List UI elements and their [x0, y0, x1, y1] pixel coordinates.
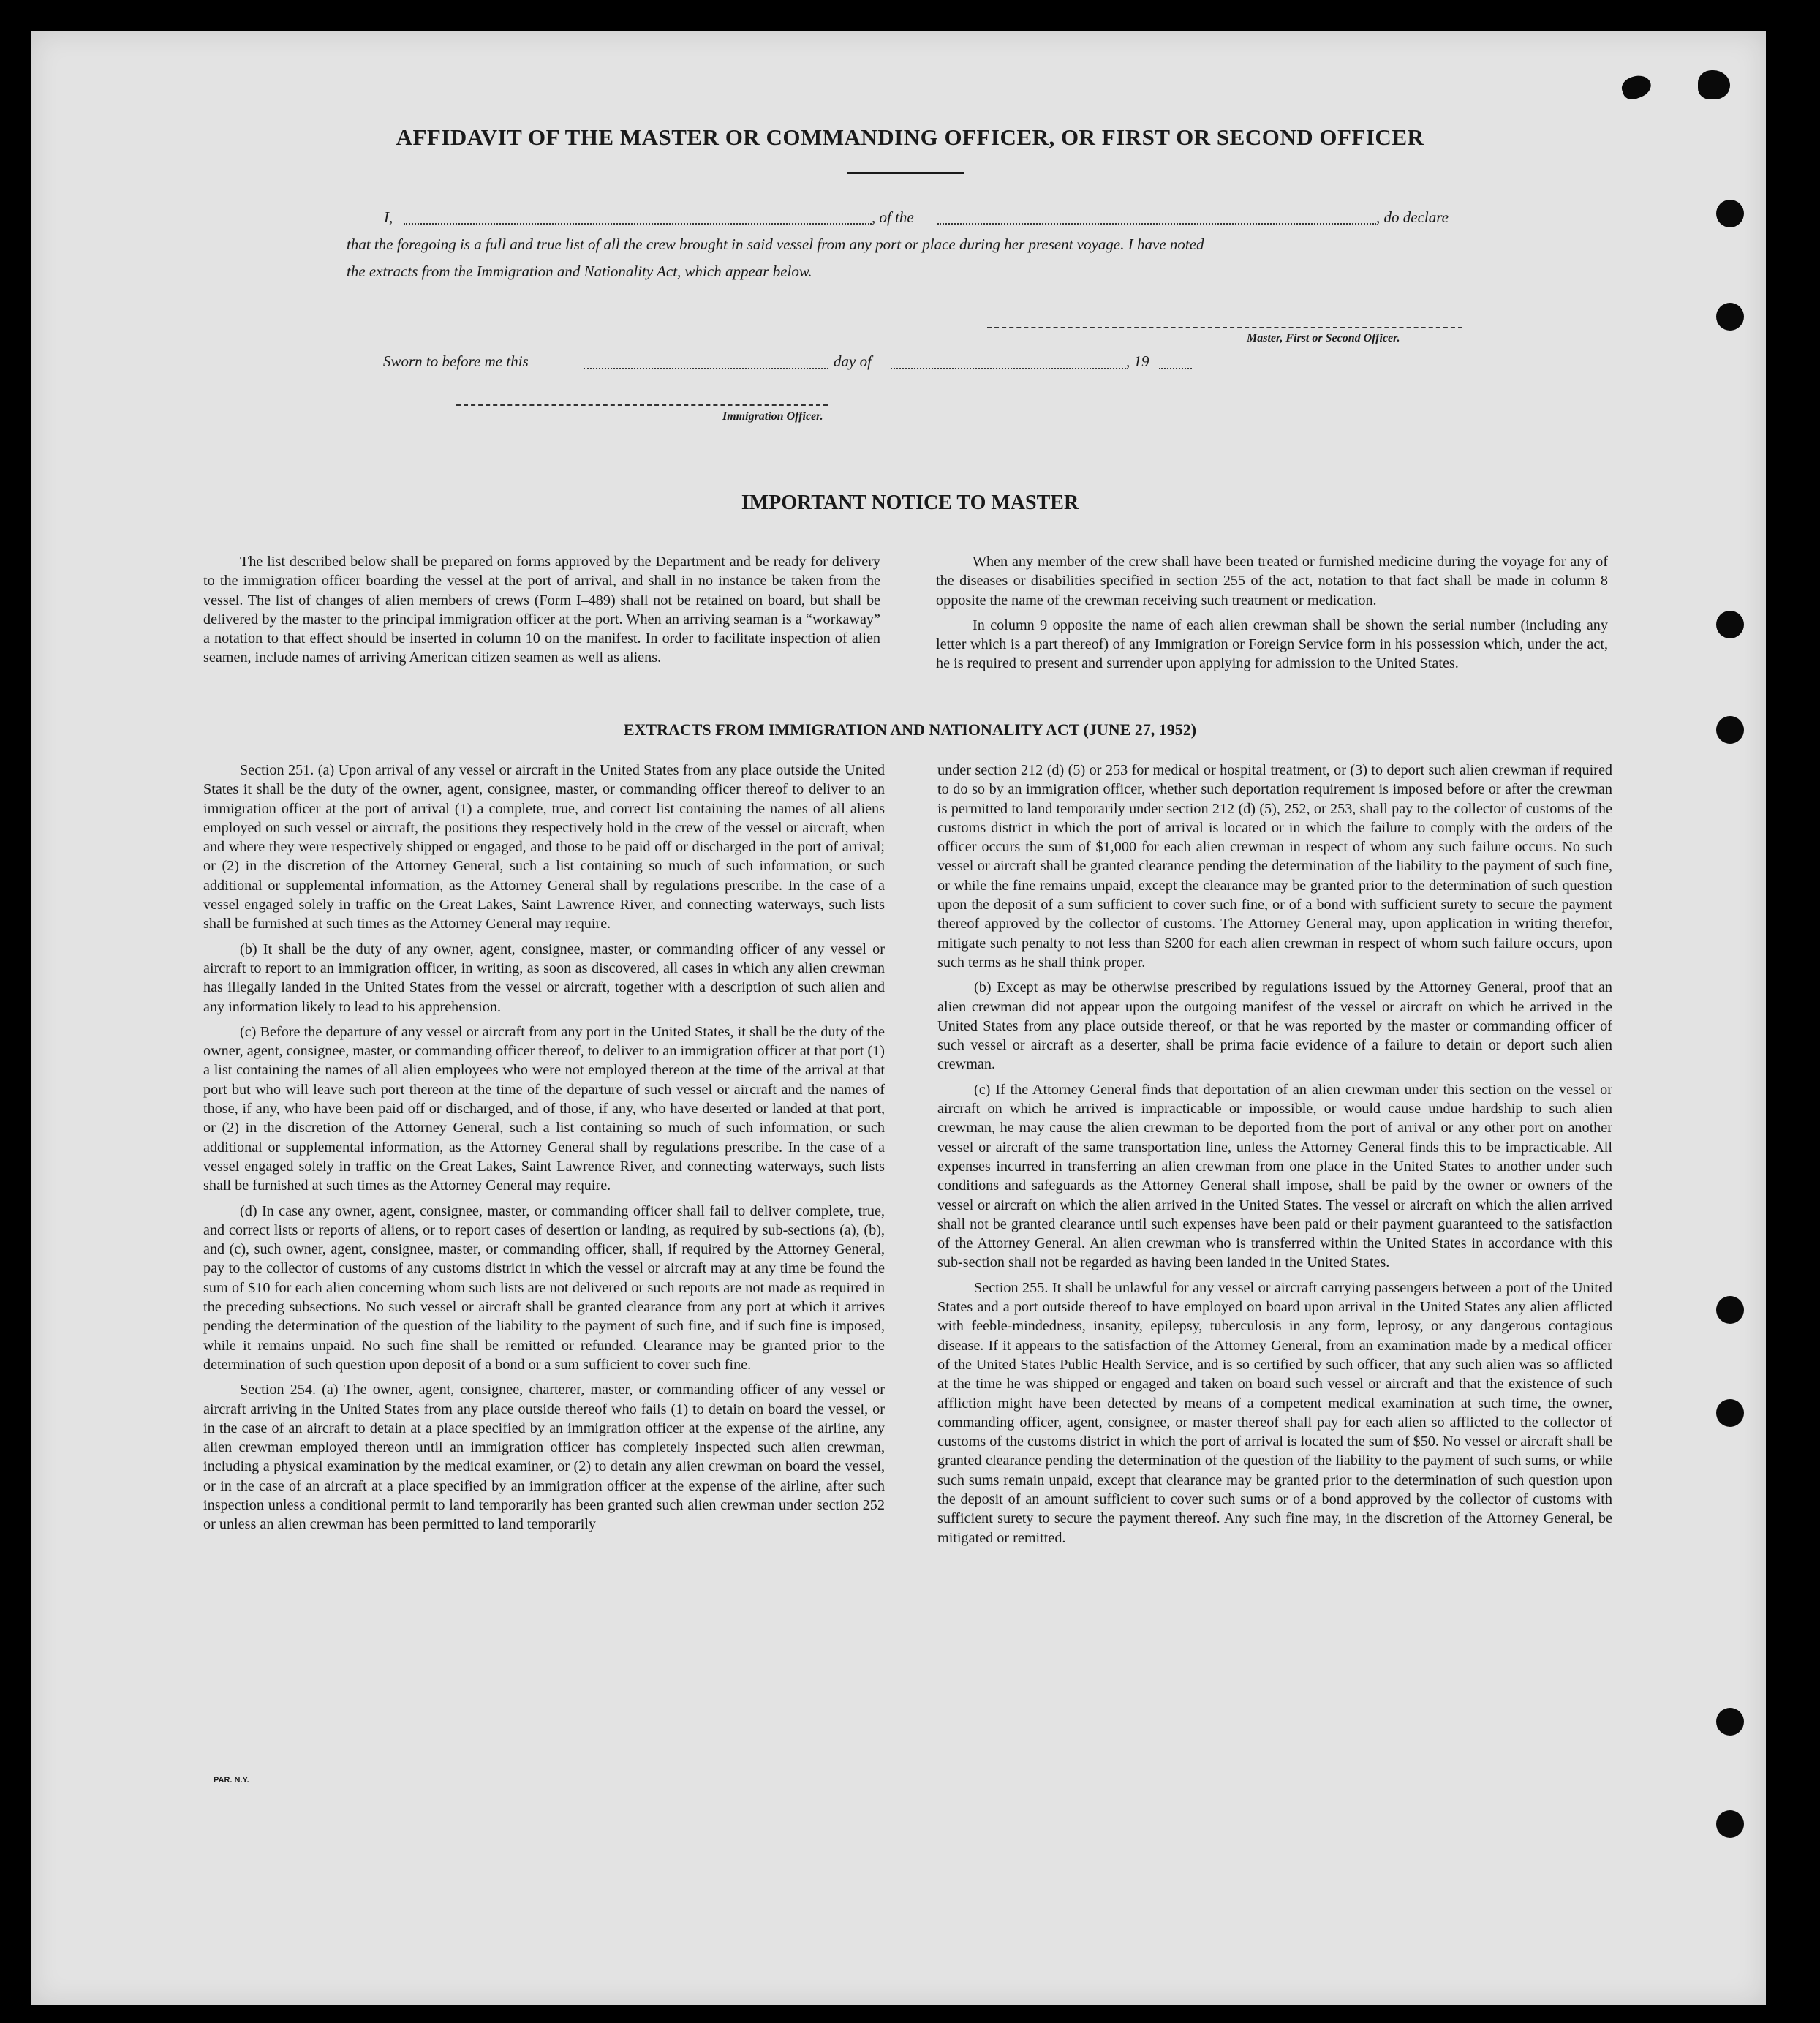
master-signature-line[interactable] — [987, 327, 1462, 328]
printer-mark: PAR. N.Y. — [214, 1776, 249, 1785]
section-251-a: Section 251. (a) Upon arrival of any vessel or aircraft in the United States from any place outside the United States it shall be the duty of the owner, agent, consignee, master, or commanding officer thereof to deliver to an immigration officer at the port of arrival (1) a complete, true, and correct list containing the names of all aliens employed on such vessel or aircraft, the positions they respectively hold in the crew of the vessel or aircraft, when and where they were respectively shipped or engaged, and those to be paid off or discharged in the port of arrival; or (2) in the discretion of the Attorney General, such a list containing so much of such information, or such additional or supplemental information, as the Attorney General shall by regulations prescribe. In the case of a vessel engaged solely in traffic on the Great Lakes, Saint Lawrence River, and connecting waterways, such lists shall be furnished at such times as the Attorney General may require. — [203, 762, 885, 933]
sworn-year-field[interactable] — [1159, 368, 1192, 369]
sworn-day-field[interactable] — [584, 368, 828, 369]
title-divider — [847, 172, 964, 174]
notice-right-column — [936, 552, 1608, 679]
section-251-d: (d) In case any owner, agent, consignee, master, or commanding officer shall fail to deliver complete, true, and correct lists or reports of aliens, or to report cases of desertion or landing, as required by sub-sections (a), (b), and (c), such owner, agent, consignee, master, or commanding officer, shall, if required by the Attorney General, pay to the collector of customs of any customs district in which the vessel or aircraft may at any time be found the sum of $10 for each alien concerning whom such lists are not delivered or such reports are not made as required in the preceding subsections. No such vessel or aircraft shall be granted clearance from any port at which it arrives pending the determination of the question of the liability to the payment of such fine, and if such fine is imposed, while it remains unpaid. No such fine shall be remitted or refunded. Clearance may be granted prior to the determination of such question upon deposit of a bond or a sum sufficient to cover such fine. — [203, 1202, 885, 1373]
notice-right-paragraph-1: When any member of the crew shall have been treated or furnished medicine during the voyage for any of the diseases or disabilities specified in section 255 of the act, notation to that fact shall be made in column 8 opposite the name of the crewman receiving such treatment or medication. — [936, 554, 1608, 609]
ink-blot — [1698, 70, 1730, 99]
section-254-c: (c) If the Attorney General finds that deportation of an alien crewman under this section on the vessel or aircraft on which he arrived is impracticable or impossible, or would cause undue hardship to such alien crewman, he may cause the alien crewman to be deported from the port of arrival or any other port on another vessel or aircraft of the same transportation line, unless the Attorney General finds this to be impracticable. All expenses incurred in transferring an alien crewman from one place in the United States to another under such conditions and safeguards as the Attorney General shall impose, shall be paid by the owner or owners of the vessel or aircraft on which the alien arrived in the United States. The vessel or aircraft on which the alien arrived shall not be granted clearance until such expenses have been paid or their payment guaranteed to the satisfaction of the Attorney General. An alien crewman who is transferred within the United States in accordance with this sub-section shall not be regarded as having been landed in the United States. — [937, 1081, 1612, 1271]
extracts-title: EXTRACTS FROM IMMIGRATION AND NATIONALITY ACT (JUNE 27, 1952) — [623, 720, 1197, 739]
year-label: , 19 — [1126, 353, 1149, 370]
punch-hole — [1716, 1810, 1744, 1838]
punch-hole — [1716, 1399, 1744, 1427]
section-254-b: (b) Except as may be otherwise prescribed by regulations issued by the Attorney General, proof that an alien crewman did not appear upon the outgoing manifest of the vessel or aircraft on which he arrived in the United States from any place outside thereof, or that he was reported by the master or commanding officer of such vessel or aircraft as a deserter, shall be prima facie evidence of a failure to detain or deport such alien crewman. — [937, 979, 1612, 1073]
punch-hole — [1716, 611, 1744, 638]
affidavit-title: AFFIDAVIT OF THE MASTER OR COMMANDING OFFICER, OR FIRST OR SECOND OFFICER — [396, 124, 1424, 150]
notice-left-paragraph: The list described below shall be prepared on forms approved by the Department and be ready for delivery to the immigration officer boarding the vessel at the port of arrival, and shall in no instance be taken from the vessel. The list of changes of alien members of crews (Form I–489) shall not be retained on board, but shall be delivered by the master to the principal immigration officer at the port. When an arriving seaman is a “workaway” a notation to that effect should be inserted in column 10 on the manifest. In order to facilitate inspection of alien seamen, include names of arriving American citizen seamen as well as aliens. — [203, 554, 880, 666]
punch-hole — [1716, 1296, 1744, 1324]
sworn-month-field[interactable] — [891, 368, 1126, 369]
extracts-right-column — [937, 761, 1612, 1553]
officer-signature-caption: Immigration Officer. — [722, 410, 823, 423]
officer-signature-line[interactable] — [456, 404, 828, 406]
extracts-left-column — [203, 761, 885, 1540]
section-254-a-continued: under section 212 (d) (5) or 253 for medical or hospital treatment, or (3) to deport such alien crewman if required to do so by an immigration officer, whether such deportation requirement is imposed before or after the crewman is permitted to land temporarily under section 212 (d) (5), 252, or 253, shall pay to the collector of customs of the customs district in which the port of arrival is located or in which the failure to comply with the orders of the officer occurs the sum of $1,000 for each alien crewman in respect of whom any such failure occurs. No such vessel or aircraft shall be granted clearance pending the determination of the liability to the payment of such fine, or while the fine remains unpaid, except the clearance may be granted prior to the determination of such question upon the deposit of a sum sufficient to cover such fine, or of a bond with sufficient surety to secure the payment thereof approved by the collector of customs. The Attorney General may, upon application in writing therefor, mitigate such penalty to not less than $200 for each alien crewman in respect of whom such failure occurs, upon such terms as he shall think proper. — [937, 762, 1612, 971]
name-field[interactable] — [404, 223, 872, 225]
section-254-a: Section 254. (a) The owner, agent, consignee, charterer, master, or commanding officer of any vessel or aircraft arriving in the United States from any place outside thereof who fails (1) to detain on board the vessel, or in the case of an aircraft to detain at a place specified by an immigration officer at the expense of the airline, any alien crewman employed thereon until an immigration officer has completely inspected such alien crewman, including a physical examination by the medical examiner, or (2) to detain any alien crewman on board the vessel, or in the case of an aircraft at a place specified by an immigration officer at the expense of the airline, after such inspection unless a conditional permit to land temporarily has been granted such alien crewman under section 252 or unless an alien crewman has been permitted to land temporarily — [203, 1382, 885, 1533]
i-label: I, — [384, 208, 393, 226]
section-255: Section 255. It shall be unlawful for any vessel or aircraft carrying passengers between a port of the United States and a port outside thereof to have employed on board upon arrival in the United States any alien afflicted with feeble-mindedness, insanity, epilepsy, tuberculosis in any form, leprosy, or any dangerous contagious disease. If it appears to the satisfaction of the Attorney General, from an examination made by a medical officer of the United States Public Health Service, and is so certified by such officer, that any such alien was so afflicted at the time he was shipped or engaged and taken on board such vessel or aircraft and that the existence of such affliction might have been detected by means of a competent medical examination at such time, the owner, commanding officer, agent, consignee, or master thereof shall pay for each alien so afflicted to the collector of customs of the customs district in which the port of arrival is located the sum of $50. No vessel or aircraft shall be granted clearance pending the determination of the question of the liability to the payment of such sums, or while such sums remain unpaid, except that clearance may be granted prior to the determination of such question upon the deposit of an amount sufficient to cover such sums or of a bond approved by the collector of customs with sufficient surety to secure the payment thereof. Any such fine may, in the discretion of the Attorney General, be mitigated or remitted. — [937, 1279, 1612, 1546]
punch-hole — [1716, 1708, 1744, 1736]
punch-hole — [1716, 303, 1744, 331]
statement-line-1: that the foregoing is a full and true list of all the crew brought in said vessel from any port or place during her present voyage. I have noted — [347, 236, 1204, 253]
of-the-label: , of the — [872, 208, 914, 226]
notice-right-paragraph-2: In column 9 opposite the name of each alien crewman shall be shown the serial number (including any letter which is a part thereof) of any Immigration or Foreign Service form in his possession which, under the act, he is required to present and surrender upon applying for admission to the United States. — [936, 617, 1608, 672]
section-251-b: (b) It shall be the duty of any owner, agent, consignee, master, or commanding officer of any vessel or aircraft to report to an immigration officer, in writing, as soon as discovered, all cases in which any alien crewman has illegally landed in the United States from the vessel or aircraft, together with a description of such alien and any information likely to lead to his apprehension. — [203, 941, 885, 1015]
master-signature-caption: Master, First or Second Officer. — [1247, 332, 1400, 344]
notice-left-column — [203, 552, 880, 674]
section-251-c: (c) Before the departure of any vessel or aircraft from any port in the United States, it shall be the duty of the owner, agent, consignee, master, or commanding officer thereof, to deliver to an immigration officer at that port (1) a list containing the names of all alien employees who were not employed thereon at the time of the arrival at that port but who will leave such port thereon at the time of the departure of such vessel or aircraft and the names of those, if any, who have been paid off or discharged, and of those, if any, who have deserted or landed at that port, or (2) in the discretion of the Attorney General, such a list containing so much of such information, or such additional or supplemental information, as the Attorney General shall by regulations prescribe. In the case of a vessel engaged solely in traffic on the Great Lakes, Saint Lawrence River, and connecting waterways, such lists shall be furnished at such times as the Attorney General may require. — [203, 1023, 885, 1194]
declare-label: , do declare — [1376, 208, 1449, 226]
statement-line-2: the extracts from the Immigration and Nationality Act, which appear below. — [347, 263, 812, 280]
sworn-label: Sworn to before me this — [383, 353, 529, 370]
day-of-label: day of — [834, 353, 872, 370]
vessel-field[interactable] — [937, 223, 1376, 225]
punch-hole — [1716, 200, 1744, 227]
notice-title: IMPORTANT NOTICE TO MASTER — [741, 491, 1079, 514]
